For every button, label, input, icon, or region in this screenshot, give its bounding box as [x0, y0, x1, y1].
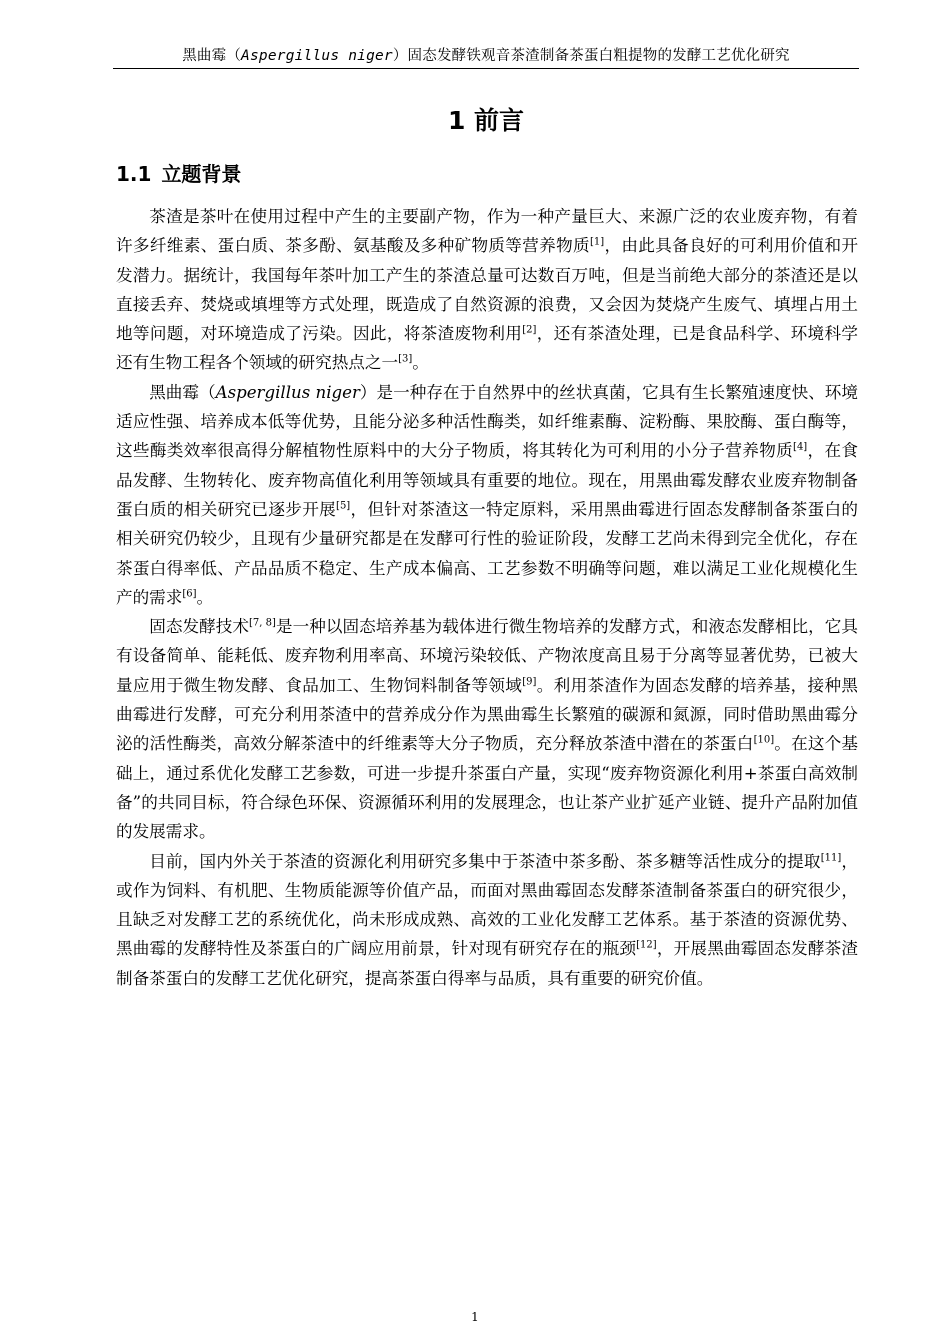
text-run: 黑曲霉（	[149, 382, 216, 402]
section-number: 1.1	[116, 162, 152, 186]
text-run: ）是一种存在于自然界中的丝状真菌，它具有生长繁殖速度快、环境适应性强、培养成本低等优势，且能分泌多种活性酶类，如纤维素酶、淀粉酶、果胶酶、蛋白酶等，这些酶类效率很高得分解植物性原料中的大分子物质，将其转化为可利用的小分子营养物质	[116, 382, 859, 461]
paragraph-1	[116, 202, 858, 378]
text-run: 。	[412, 353, 429, 373]
page-number: 1	[471, 1310, 479, 1324]
citation: [5]	[336, 500, 351, 512]
running-header	[113, 44, 859, 65]
text-run: ，开展黑曲霉固态发酵茶渣制备茶蛋白的发酵工艺优化研究，提高茶蛋白得率与品质，具有重要的研究价值。	[116, 939, 859, 988]
text-run: 是一种以固态培养基为载体进行微生物培养的发酵方式，和液态发酵相比，它具有设备简单、能耗低、废弃物利用率高、环境污染较低、产物浓度高且易于分离等显著优势，已被大量应用于微生物发酵、食品加工、生物饲料制备等领域	[116, 617, 859, 695]
text-run: 固态发酵技术	[149, 617, 249, 637]
citation: [3]	[398, 353, 413, 365]
citation: [12]	[636, 939, 657, 951]
citation: [1]	[589, 236, 605, 248]
citation: [10]	[753, 734, 775, 746]
header-rule	[113, 68, 859, 69]
text-run: ，还有茶渣处理，已是食品科学、环境科学还有生物工程各个领域的研究热点之一	[116, 324, 859, 373]
text-run: ，但针对茶渣这一特定原料，采用黑曲霉进行固态发酵制备茶蛋白的相关研究仍较少，且现有少量研究都是在发酵可行性的验证阶段，发酵工艺尚未得到完全优化，存在茶蛋白得率低、产品品质不稳定、生产成本偏高、工艺参数不明确等问题，难以满足工业化规模化生产的需求	[116, 499, 859, 607]
chapter-title: 1 前言	[447, 106, 525, 135]
body-text	[116, 202, 858, 993]
text-run: 。利用茶渣作为固态发酵的培养基，接种黑曲霉进行发酵，可充分利用茶渣中的营养成分作为黑曲霉生长繁殖的碳源和氮源，同时借助黑曲霉分泌的活性酶类，高效分解茶渣中的纤维素等大分子物质，充分释放茶渣中潜在的茶蛋白	[116, 675, 859, 754]
paragraph-3	[116, 612, 858, 846]
text-run: 。	[196, 587, 214, 607]
citation: [7, 8]	[248, 617, 276, 629]
paragraph-2	[116, 378, 858, 612]
section-heading: 立题背景	[161, 162, 242, 186]
text-run: 茶渣是茶叶在使用过程中产生的主要副产物，作为一种产量巨大、来源广泛的农业废弃物，有着许多纤维素、蛋白质、茶多酚、氨基酸及多种矿物质等营养物质	[116, 207, 858, 256]
citation: [9]	[522, 676, 537, 688]
citation: [11]	[820, 852, 842, 863]
text-run: 。在这个基础上，通过系优化发酵工艺参数，可进一步提升茶蛋白产量，实现“废弃物资源化利用+茶蛋白高效制备”的共同目标，符合绿色环保、资源循环利用的发展理念，也让茶产业扩延产业链、提升产品附加值的发展需求。	[116, 734, 859, 842]
running-header-pre: 黑曲霉（	[182, 48, 242, 64]
citation: [4]	[793, 441, 808, 453]
text-run: ，或作为饲料、有机肥、生物质能源等价值产品，而面对黑曲霉固态发酵茶渣制备茶蛋白的研究很少，且缺乏对发酵工艺的系统优化，尚未形成成熟、高效的工业化发酵工艺体系。基于茶渣的资源优势、黑曲霉的发酵特性及茶蛋白的广阔应用前景，针对现有研究存在的瓶颈	[116, 851, 859, 959]
text-run: 目前，国内外关于茶渣的资源化利用研究多集中于茶渣中茶多酚、茶多糖等活性成分的提取	[149, 851, 821, 871]
text-run: ，由此具备良好的可利用价值和开发潜力。据统计，我国每年茶叶加工产生的茶渣总量可达数百万吨，但是当前绝大部分的茶渣还是以直接丢弃、焚烧或填埋等方式处理，既造成了自然资源的浪费，又会因为焚烧产生废气、填埋占用土地等问题，对环境造成了污染。因此，将茶渣废物利用	[116, 236, 859, 344]
citation: [6]	[182, 588, 197, 600]
latin-name: Aspergillus niger	[215, 382, 360, 402]
text-run: ，在食品发酵、生物转化、废弃物高值化利用等领域具有重要的地位。现在，用黑曲霉发酵农业废弃物制备蛋白质的相关研究已逐步开展	[116, 441, 858, 519]
section-title	[116, 158, 241, 187]
citation: [2]	[522, 324, 537, 336]
running-header-latin-name: Aspergillus niger	[241, 48, 393, 64]
paragraph-4	[116, 847, 858, 993]
running-header-post: ）固态发酵铁观音茶渣制备茶蛋白粗提物的发酵工艺优化研究	[392, 48, 790, 64]
